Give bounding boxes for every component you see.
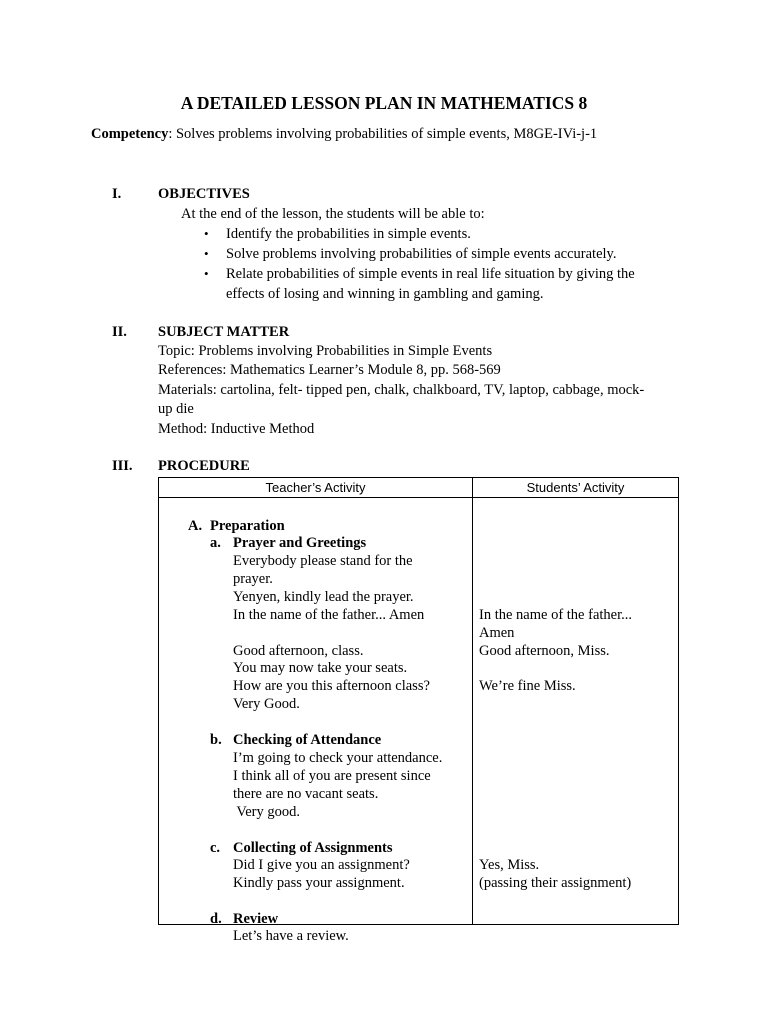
- table-row: [159, 498, 679, 925]
- sub-a-label: a.: [210, 535, 221, 551]
- teacher-line: Did I give you an assignment?: [233, 857, 410, 873]
- objectives-intro: At the end of the lesson, the students will be able to:: [181, 206, 485, 222]
- sub-b-title: Checking of Attendance: [233, 732, 382, 748]
- teacher-line: prayer.: [233, 571, 273, 587]
- step-a-label: A.: [188, 518, 203, 534]
- bullet-icon: •: [204, 266, 209, 281]
- procedure-table: [158, 477, 679, 944]
- bullet-icon: •: [204, 246, 209, 261]
- teacher-line: How are you this afternoon class?: [233, 678, 430, 694]
- student-line: Yes, Miss.: [479, 857, 540, 873]
- student-line: We’re fine Miss.: [479, 678, 576, 694]
- student-line: (passing their assignment): [479, 875, 632, 891]
- objective-item: Relate probabilities of simple events in real life situation by giving the: [226, 266, 635, 282]
- teacher-line: Yenyen, kindly lead the prayer.: [233, 589, 414, 605]
- competency-label: Competency: [91, 126, 169, 142]
- step-a-title: Preparation: [210, 518, 285, 534]
- section-heading-objectives: OBJECTIVES: [158, 186, 250, 202]
- objective-item: Identify the probabilities in simple events.: [226, 226, 471, 242]
- teacher-line: I’m going to check your attendance.: [233, 750, 443, 766]
- competency-line: [91, 126, 597, 143]
- teacher-line: Everybody please stand for the: [233, 553, 413, 569]
- teacher-line: Very good.: [233, 804, 300, 820]
- teacher-activity-header: Teacher’s Activity: [159, 478, 473, 498]
- students-activity-cell: [473, 498, 679, 925]
- competency-text: : Solves problems involving probabilities of simple events, M8GE-IVi-j-1: [168, 126, 598, 142]
- subject-materials: Materials: cartolina, felt- tipped pen, chalk, chalkboard, TV, laptop, cabbage, mock-: [158, 382, 645, 398]
- bullet-icon: •: [204, 226, 209, 241]
- section-number-procedure: III.: [112, 458, 133, 474]
- subject-topic: Topic: Problems involving Probabilities in Simple Events: [158, 343, 493, 359]
- subject-references: References: Mathematics Learner’s Module 8, pp. 568-569: [158, 362, 501, 378]
- teacher-line: there are no vacant seats.: [233, 786, 379, 802]
- sub-b-label: b.: [210, 732, 222, 748]
- sub-c-title: Collecting of Assignments: [233, 840, 393, 856]
- section-number-subject-matter: II.: [112, 324, 127, 340]
- student-line: In the name of the father...: [479, 607, 632, 623]
- student-line: Amen: [479, 625, 515, 641]
- section-number-objectives: I.: [112, 186, 122, 202]
- teacher-line: You may now take your seats.: [233, 660, 408, 676]
- page-title: A DETAILED LESSON PLAN IN MATHEMATICS 8: [180, 93, 588, 113]
- students-activity-header: Students’ Activity: [473, 478, 679, 498]
- sub-c-label: c.: [210, 840, 221, 856]
- teacher-line: Let’s have a review.: [233, 928, 349, 944]
- section-heading-procedure: PROCEDURE: [158, 458, 250, 474]
- teacher-line: Kindly pass your assignment.: [233, 875, 405, 891]
- sub-d-label: d.: [210, 911, 222, 927]
- teacher-line: I think all of you are present since: [233, 768, 431, 784]
- subject-method: Method: Inductive Method: [158, 421, 315, 437]
- student-line: Good afternoon, Miss.: [479, 643, 610, 659]
- objective-item-continued: effects of losing and winning in gambling and gaming.: [226, 286, 544, 302]
- sub-d-title: Review: [233, 911, 279, 927]
- teacher-line: In the name of the father... Amen: [233, 607, 425, 623]
- teacher-line: Good afternoon, class.: [233, 643, 364, 659]
- subject-materials-continued: up die: [158, 401, 194, 417]
- table-header-row: [159, 478, 679, 498]
- teacher-line: Very Good.: [233, 696, 300, 712]
- objective-item: Solve problems involving probabilities of simple events accurately.: [226, 246, 617, 262]
- teacher-activity-cell: [159, 498, 473, 944]
- section-heading-subject-matter: SUBJECT MATTER: [158, 324, 290, 340]
- sub-a-title: Prayer and Greetings: [233, 535, 367, 551]
